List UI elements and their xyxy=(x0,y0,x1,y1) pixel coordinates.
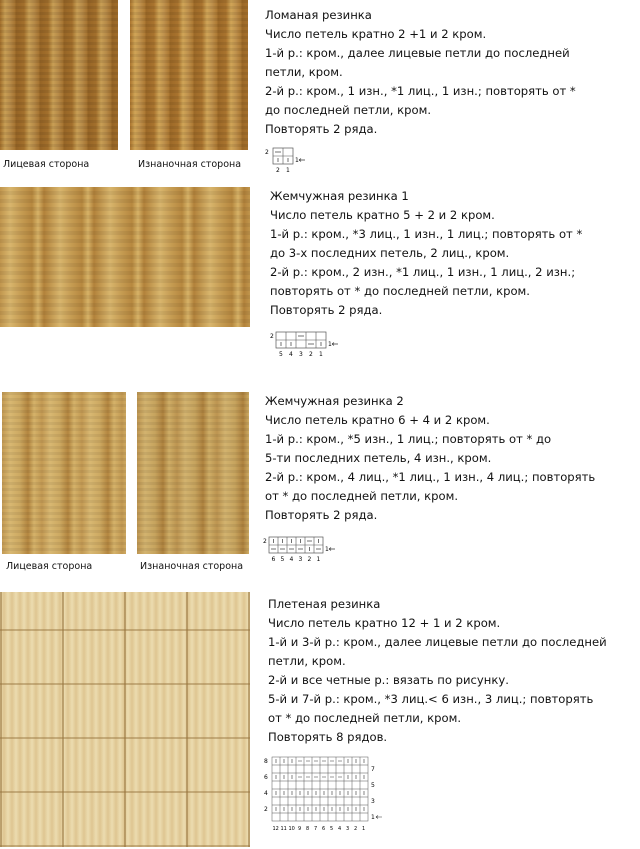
chart-row-label: 1 xyxy=(328,341,332,348)
chart-column-label: 3 xyxy=(298,556,303,563)
section-title: Жемчужная резинка 2 xyxy=(265,394,404,408)
chart-row-label: 7 xyxy=(371,766,375,773)
section-pearl-rib-2 xyxy=(265,392,595,525)
instruction-line: от * до последней петли, кром. xyxy=(265,489,459,503)
chart-column-label: 10 xyxy=(288,826,295,832)
chart-grid xyxy=(272,757,368,821)
chart-column-label: 1 xyxy=(319,351,323,358)
chart-column-label: 3 xyxy=(299,351,303,358)
chart-column-label: 2 xyxy=(354,826,358,832)
instruction-line: Повторять 8 рядов. xyxy=(268,730,388,744)
chart-column-labels xyxy=(273,826,366,832)
chart-row-label: 3 xyxy=(371,798,375,805)
chart-column-label: 1 xyxy=(362,826,366,832)
chart-column-label: 6 xyxy=(271,556,276,563)
instruction-line: 5-й и 7-й р.: кром., *3 лиц.< 6 изн., 3 лиц.; повторять xyxy=(268,692,594,706)
instruction-line: до последней петли, кром. xyxy=(265,103,432,117)
stitch-chart-broken-rib xyxy=(263,145,313,177)
chart-column-label: 4 xyxy=(338,826,342,832)
chart-row-label: 4 xyxy=(264,790,268,797)
chart-row-label: 5 xyxy=(371,782,375,789)
chart-column-label: 8 xyxy=(306,826,310,832)
chart-column-label: 5 xyxy=(280,556,285,563)
instruction-line: 5-ти последних петель, 4 изн., кром. xyxy=(265,451,492,465)
chart-column-label: 12 xyxy=(272,826,279,832)
instruction-line: Число петель кратно 12 + 1 и 2 кром. xyxy=(268,616,501,630)
chart-row-label: 1 xyxy=(325,546,329,553)
stitch-chart-pearl-rib-2 xyxy=(262,534,342,564)
chart-column-label: 1 xyxy=(286,167,290,174)
instruction-line: петли, кром. xyxy=(265,65,343,79)
chart-column-label: 7 xyxy=(314,826,318,832)
chart-row-label: 8 xyxy=(264,758,268,765)
section-broken-rib xyxy=(265,6,576,139)
instruction-line: Число петель кратно 5 + 2 и 2 кром. xyxy=(270,208,495,222)
chart-column-label: 6 xyxy=(322,826,326,832)
chart-row-label: 2 xyxy=(264,806,268,813)
row-arrow-icon xyxy=(299,159,305,162)
caption-right-side: Лицевая сторона xyxy=(6,561,93,572)
instruction-line: Повторять 2 ряда. xyxy=(270,303,383,317)
instruction-line: 1-й р.: кром., *5 изн., 1 лиц.; повторять от * до xyxy=(265,432,552,446)
chart-row-label: 6 xyxy=(264,774,268,781)
instruction-line: 2-й и все четные р.: вязать по рисунку. xyxy=(268,673,509,687)
caption-wrong-side: Изнаночная сторона xyxy=(138,159,242,170)
chart-row-label: 2 xyxy=(270,333,274,340)
section-title: Плетеная резинка xyxy=(268,597,381,611)
chart-row-label: 2 xyxy=(265,149,269,156)
instruction-line: Повторять 2 ряда. xyxy=(265,508,378,522)
row-arrow-icon xyxy=(376,816,382,819)
chart-column-label: 4 xyxy=(289,351,293,358)
chart-row-label: 1 xyxy=(371,814,375,821)
chart-column-label: 5 xyxy=(279,351,283,358)
swatch-broken-rib-wrong-side xyxy=(130,0,248,150)
chart-column-label: 5 xyxy=(330,826,334,832)
instruction-line: Число петель кратно 6 + 4 и 2 кром. xyxy=(265,413,490,427)
chart-column-label: 2 xyxy=(307,556,312,563)
row-arrow-icon xyxy=(329,548,335,551)
chart-column-label: 4 xyxy=(289,556,294,563)
chart-column-label: 1 xyxy=(316,556,321,563)
instruction-line: 1-й и 3-й р.: кром., далее лицевые петли до последней xyxy=(268,635,607,649)
chart-column-label: 2 xyxy=(309,351,313,358)
instruction-line: Число петель кратно 2 +1 и 2 кром. xyxy=(265,27,487,41)
instruction-line: 2-й р.: кром., 1 изн., *1 лиц., 1 изн.; повторять от * xyxy=(265,84,576,98)
stitch-chart-pearl-rib-1 xyxy=(268,329,348,359)
stitch-chart-braided-rib xyxy=(262,754,392,836)
section-title: Жемчужная резинка 1 xyxy=(270,189,409,203)
instruction-line: 1-й р.: кром., *3 лиц., 1 изн., 1 лиц.; повторять от * xyxy=(270,227,583,241)
instruction-line: Повторять 2 ряда. xyxy=(265,122,378,136)
instruction-line: до 3-х последних петель, 2 лиц., кром. xyxy=(270,246,510,260)
instruction-line: 2-й р.: кром., 4 лиц., *1 лиц., 1 изн., 4 лиц.; повторять xyxy=(265,470,596,484)
swatch-pearl-rib-1 xyxy=(0,187,250,327)
caption-right-side: Лицевая сторона xyxy=(3,159,90,170)
instruction-line: 2-й р.: кром., 2 изн., *1 лиц., 1 изн., 1 лиц., 2 изн.; xyxy=(270,265,576,279)
chart-column-label: 9 xyxy=(298,826,302,832)
section-braided-rib xyxy=(268,595,607,747)
instruction-line: петли, кром. xyxy=(268,654,346,668)
swatch-pearl-rib-2-right-side xyxy=(2,392,126,554)
section-pearl-rib-1 xyxy=(270,187,582,320)
swatch-pearl-rib-2-wrong-side xyxy=(137,392,249,554)
instruction-line: 1-й р.: кром., далее лицевые петли до последней xyxy=(265,46,570,60)
swatch-braided-rib xyxy=(0,592,250,847)
chart-column-label: 3 xyxy=(346,826,350,832)
chart-row-label: 2 xyxy=(263,538,267,545)
instruction-line: повторять от * до последней петли, кром. xyxy=(270,284,530,298)
chart-row-label: 1 xyxy=(295,157,299,164)
row-arrow-icon xyxy=(332,343,338,346)
instruction-line: от * до последней петли, кром. xyxy=(268,711,462,725)
section-title: Ломаная резинка xyxy=(265,8,372,22)
swatch-broken-rib-right-side xyxy=(0,0,118,150)
chart-column-label: 11 xyxy=(280,826,287,832)
chart-column-label: 2 xyxy=(276,167,280,174)
caption-wrong-side: Изнаночная сторона xyxy=(140,561,244,572)
